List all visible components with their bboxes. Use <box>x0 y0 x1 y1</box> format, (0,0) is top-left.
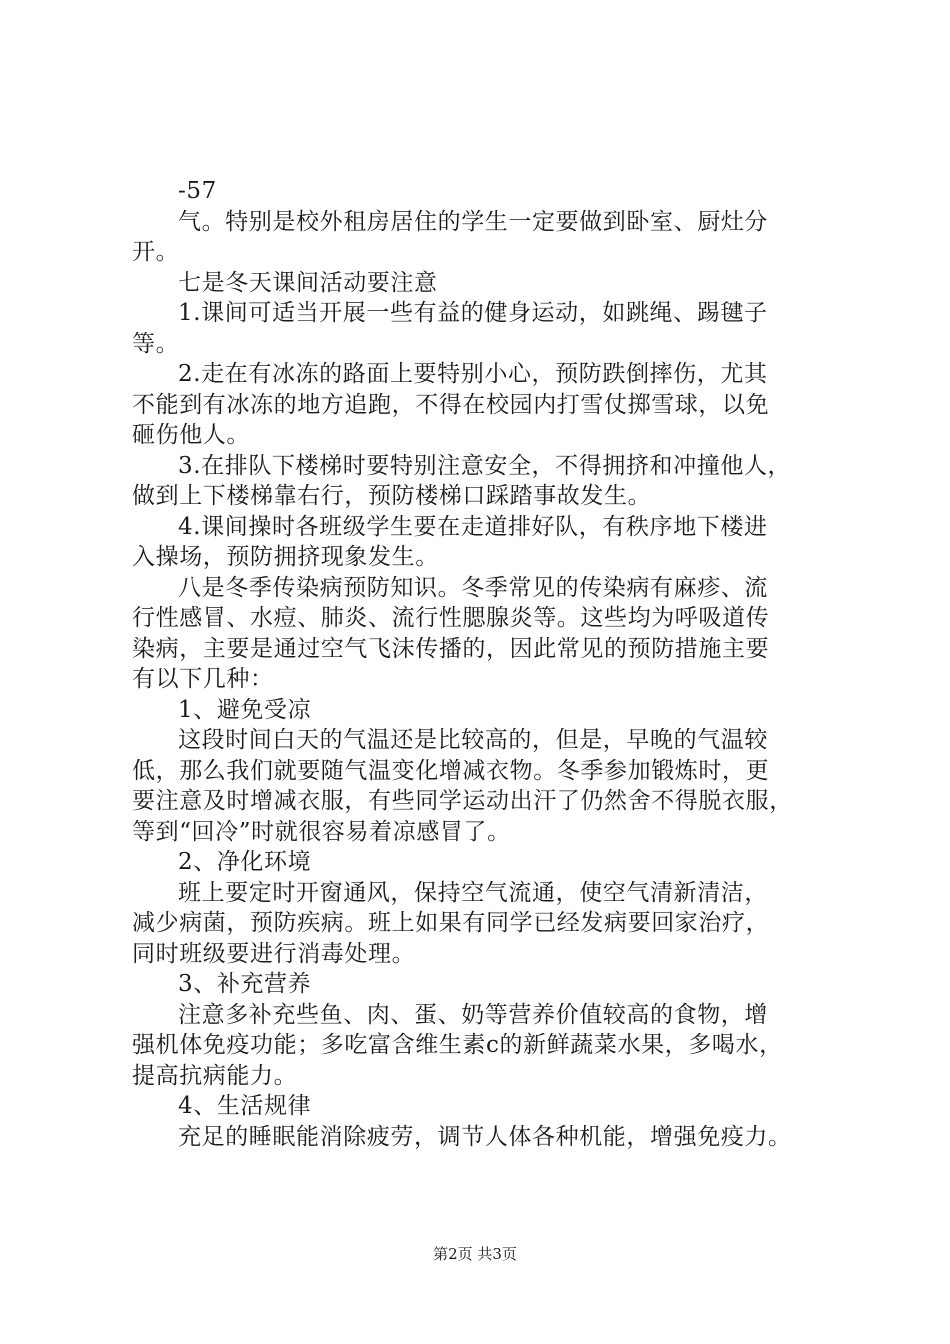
text-line: 开。 <box>132 239 180 265</box>
text-line: 1.课间可适当开展一些有益的健身运动，如跳绳、踢毽子 <box>178 300 768 326</box>
text-line: 有以下几种： <box>132 666 274 692</box>
text-line: 3、补充营养 <box>178 971 312 997</box>
text-line: 提高抗病能力。 <box>132 1062 298 1089</box>
text-line: 减少病菌，预防疾病。班上如果有同学已经发病要回家治疗， <box>132 910 770 936</box>
text-line: 要注意及时增减衣服，有些同学运动出汗了仍然舍不得脱衣服， <box>132 788 793 814</box>
text-line: 七是冬天课间活动要注意 <box>178 269 438 296</box>
text-line: 4.课间操时各班级学生要在走道排好队，有秩序地下楼进 <box>178 513 768 540</box>
text-line: 3.在排队下楼梯时要特别注意安全，不得拥挤和冲撞他人， <box>178 452 792 479</box>
text-line: 八是冬季传染病预防知识。冬季常见的传染病有麻疹、流 <box>178 574 768 601</box>
text-line: 气。特别是校外租房居住的学生一定要做到卧室、厨灶分 <box>178 208 768 235</box>
text-line: 做到上下楼梯靠右行，预防楼梯口踩踏事故发生。 <box>132 483 652 509</box>
text-line: 这段时间白天的气温还是比较高的，但是，早晚的气温较 <box>178 727 768 753</box>
text-line: 行性感冒、水痘、肺炎、流行性腮腺炎等。这些均为呼吸道传 <box>132 605 770 631</box>
text-line: 同时班级要进行消毒处理。 <box>132 940 416 967</box>
text-line: 等。 <box>132 330 180 357</box>
text-line: 1、避免受凉 <box>178 696 312 723</box>
page-fragment-number: -57 <box>178 178 217 204</box>
body-text <box>132 176 832 1152</box>
text-line: 入操场，预防拥挤现象发生。 <box>132 544 439 570</box>
text-line: 4、生活规律 <box>178 1093 312 1119</box>
text-line: 低，那么我们就要随气温变化增减衣物。冬季参加锻炼时，更 <box>132 757 770 784</box>
text-line: 强机体免疫功能；多吃富含维生素c的新鲜蔬菜水果，多喝水， <box>132 1032 783 1058</box>
page-footer: 第2页 共3页 <box>433 1245 517 1263</box>
text-line: 不能到有冰冻的地方追跑，不得在校园内打雪仗掷雪球，以免 <box>132 391 770 418</box>
text-line: 班上要定时开窗通风，保持空气流通，使空气清新清洁， <box>178 879 768 906</box>
text-line: 2.走在有冰冻的路面上要特别小心，预防跌倒摔伤，尤其 <box>178 361 768 387</box>
text-line: 2、净化环境 <box>178 849 312 875</box>
text-line: 染病，主要是通过空气飞沫传播的，因此常见的预防措施主要 <box>132 635 770 662</box>
text-line: 砸伤他人。 <box>132 422 250 448</box>
text-line: 注意多补充些鱼、肉、蛋、奶等营养价值较高的食物，增 <box>178 1001 768 1028</box>
text-line: 等到“回冷”时就很容易着凉感冒了。 <box>132 818 511 845</box>
text-line: 充足的睡眠能消除疲劳，调节人体各种机能，增强免疫力。 <box>178 1123 792 1150</box>
paragraph-lines <box>132 207 832 1153</box>
